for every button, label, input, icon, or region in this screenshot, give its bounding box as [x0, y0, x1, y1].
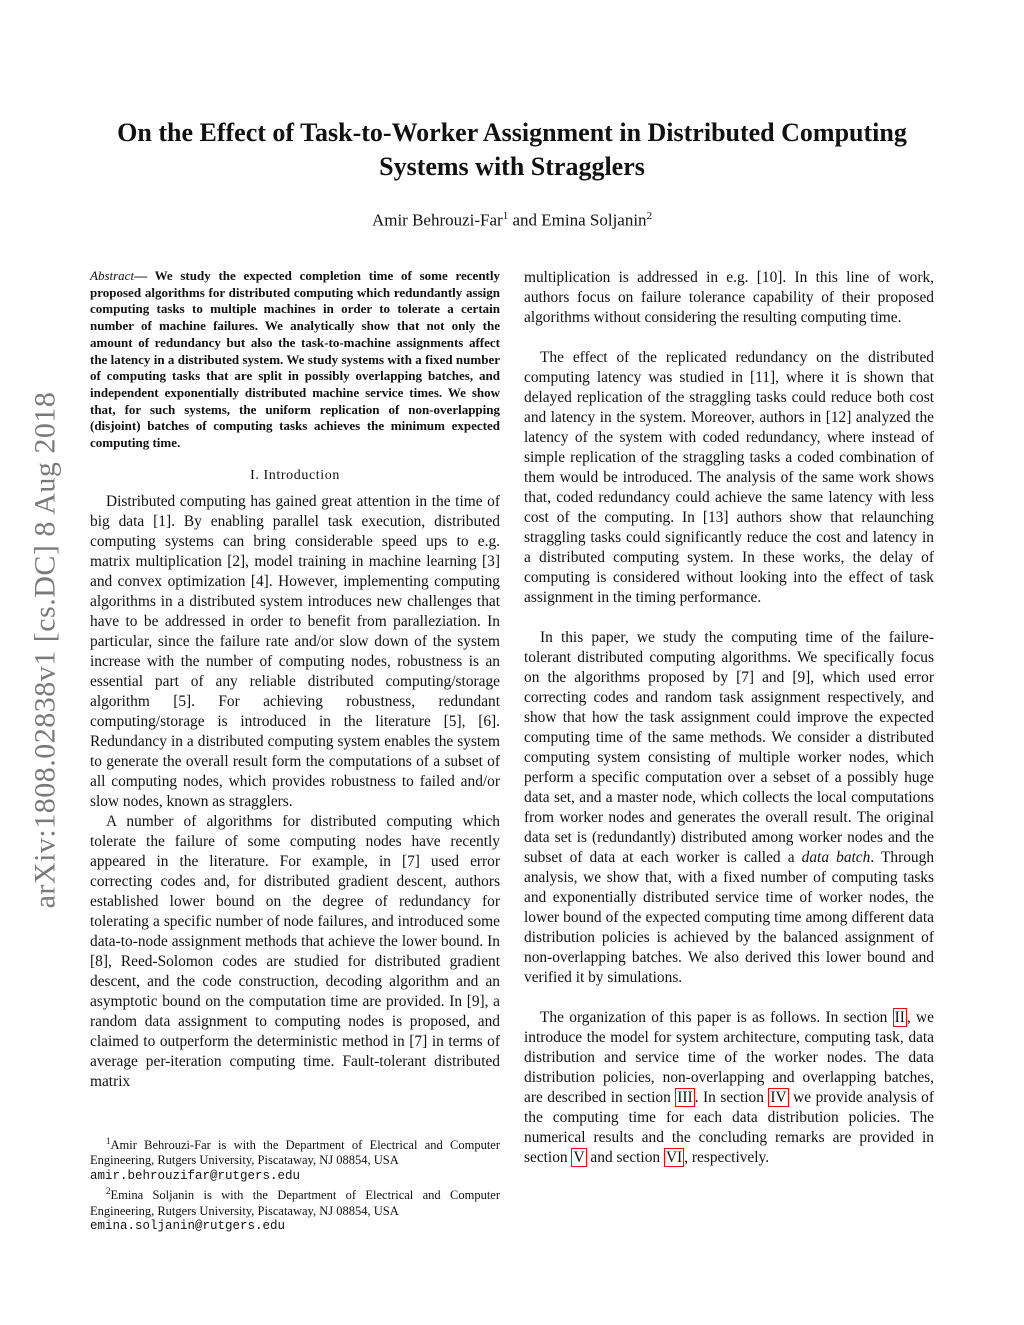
- footnote-1: [90, 1134, 500, 1184]
- right-paragraph-3-b: . Through analysis, we show that, with a fixed number of computing tasks and exponentially distributed service time of worker nodes, the lower bound of the expected computing time among different data distribution policies is achieved by the balanced assignment of non-overlapping batches. We also derived this lower bound and verified it by simulations.: [524, 849, 935, 986]
- footnote-2-email[interactable]: emina.soljanin@rutgers.edu: [90, 1218, 286, 1233]
- organization-text-d: we provide analysis of the computing time for each data distribution policies. The numerical results and the concluding remarks are provided in section: [524, 1089, 934, 1166]
- author-2-affil: 2: [646, 210, 653, 222]
- arxiv-side-stamp: [20, 350, 70, 950]
- author-conj: and: [508, 210, 542, 230]
- footnote-2: [90, 1184, 500, 1234]
- right-paragraph-4: [524, 1008, 934, 1168]
- author-2: Emina Soljanin: [541, 210, 647, 230]
- section-link-VI[interactable]: VI: [665, 1149, 683, 1166]
- organization-text-a: The organization of this paper is as follows. In section: [540, 1009, 893, 1026]
- title-line-1: On the Effect of Task-to-Worker Assignment in Distributed Computing: [117, 118, 907, 147]
- section-link-IV[interactable]: IV: [770, 1089, 787, 1106]
- paper-title: [70, 116, 954, 184]
- section-heading-introduction: I. Introduction: [250, 467, 340, 483]
- author-1: Amir Behrouzi-Far: [371, 210, 503, 230]
- right-paragraph-2: The effect of the replicated redundancy on the distributed computing latency was studied in [11], where it is shown that delayed replication of the straggling tasks could reduce both cost and latency in the system. Moreover, authors in [12] analyzed the latency of the system with coded redundancy, where instead of simple replication of the straggling tasks a coded combination of them would be introduced. The analysis of the same work shows that, coded redundancy could achieve the same latency with less cost of the computing. In [13] authors show that relaunching straggling tasks could significantly reduce the cost and latency in a distributed computing system. In these works, the delay of computing is considered without looking into the effect of task assignment in the timing performance.: [524, 349, 934, 606]
- author-1-affil: 1: [502, 210, 509, 222]
- organization-text-b: , we introduce the model for system architecture, computing task, data distribution and service time of the worker nodes. The data distribution policies, non-overlapping and overlapping batches, are described in section: [524, 1009, 934, 1106]
- intro-paragraph-1: Distributed computing has gained great attention in the time of big data [1]. By enabling parallel task execution, distributed computing systems can bring considerable speed ups to e.g. matrix multiplication [2], model training in machine learning [3] and convex optimization [4]. However, implementing computing algorithms in a distributed system introduces new challenges that have to be addressed in order to benefit from paralleziation. In particular, since the failure rate and/or slow down of the system increase with the number of computing nodes, robustness is an essential part of any reliable distributed computing/storage algorithm [5]. For achieving robustness, redundant computing/storage is introduced in the literature [5], [6]. Redundancy in a distributed computing system enables the system to generate the overall result form the computations of a subset of all computing nodes, which provides robustness to failed and/or slow nodes, known as stragglers.: [90, 492, 500, 810]
- section-link-V[interactable]: V: [573, 1149, 585, 1166]
- organization-text-e: and section: [586, 1149, 664, 1166]
- intro-paragraph-2: A number of algorithms for distributed computing which tolerate the failure of some computing nodes have recently appeared in the literature. For example, in [7] used error correcting codes and, for distributed gradient descent, authors established lower bound on the degree of redundancy for tolerating a specific number of node failures, and introduced some data-to-node assignment methods that achieve the lower bound. In [8], Reed-Solomon codes are studied for distributed gradient descent, and the code construction, decoding algorithm and an asymptotic bound on the computation time are provided. In [9], a random data assignment to computing nodes is proposed, and claimed to outperform the deterministic method in [7] in terms of average per-iteration computing time. Fault-tolerant distributed matrix: [90, 812, 500, 1090]
- footnote-1-email[interactable]: amir.behrouzifar@rutgers.edu: [90, 1168, 301, 1183]
- right-column: [524, 268, 934, 1168]
- left-column: [90, 268, 500, 1092]
- right-paragraph-3-a: In this paper, we study the computing time of the failure-tolerant distributed computing algorithms. We specifically focus on the algorithms proposed by [7] and [9], which used error correcting codes and random task assignment respectively, and show that how the task assignment could improve the expected computing time of the same methods. We consider a distributed computing system consisting of multiple worker nodes, which perform a specific computation over a sebset of a possibly huge data set, and a master node, which collects the local computations from worker nodes and generates the overall result. The original data set is (redundantly) distributed among worker nodes and the subset of data at each worker is called a: [524, 629, 934, 866]
- term-data-batch: data batch: [801, 849, 871, 866]
- footnotes: [90, 1134, 500, 1234]
- section-link-III[interactable]: III: [677, 1089, 693, 1106]
- right-paragraph-3: [524, 628, 934, 988]
- footnote-2-mark: 2: [106, 1186, 111, 1197]
- abstract-text: — We study the expected completion time of some recently proposed algorithms for distributed computing which redundantly assign computing tasks to multiple machines in order to tolerate a certain number of machine failures. We analytically show that not only the amount of redundancy but also the task-to-machine assignments affect the latency in a distributed system. We study systems with a fixed number of computing tasks that are split in possibly overlapping batches, and independent exponentially distributed machine service times. We show that, for such systems, the uniform replication of non-overlapping (disjoint) batches of computing tasks achieves the minimum expected computing time.: [90, 268, 500, 451]
- title-line-2: Systems with Stragglers: [379, 152, 645, 181]
- abstract: [90, 268, 500, 452]
- footnote-1-mark: 1: [106, 1136, 111, 1146]
- right-paragraph-1: multiplication is addressed in e.g. [10]. In this line of work, authors focus on failure tolerance capability of their proposed algorithms without considering the resulting computing time.: [524, 269, 934, 326]
- organization-text-f: , respectively.: [684, 1149, 770, 1166]
- abstract-label: Abstract: [90, 268, 135, 283]
- footnote-1-text: Amir Behrouzi-Far is with the Department of Electrical and Computer Engineering, Rutgers University, Piscataway, NJ 08854, USA: [90, 1138, 500, 1168]
- section-link-II[interactable]: II: [894, 1009, 905, 1026]
- footnote-2-text: Emina Soljanin is with the Department of Electrical and Computer Engineering, Rutgers University, Piscataway, NJ 08854, USA: [90, 1188, 500, 1218]
- author-line: [90, 210, 934, 231]
- organization-text-c: . In section: [694, 1089, 769, 1106]
- arxiv-identifier: arXiv:1808.02838v1 [cs.DC] 8 Aug 2018: [28, 391, 62, 909]
